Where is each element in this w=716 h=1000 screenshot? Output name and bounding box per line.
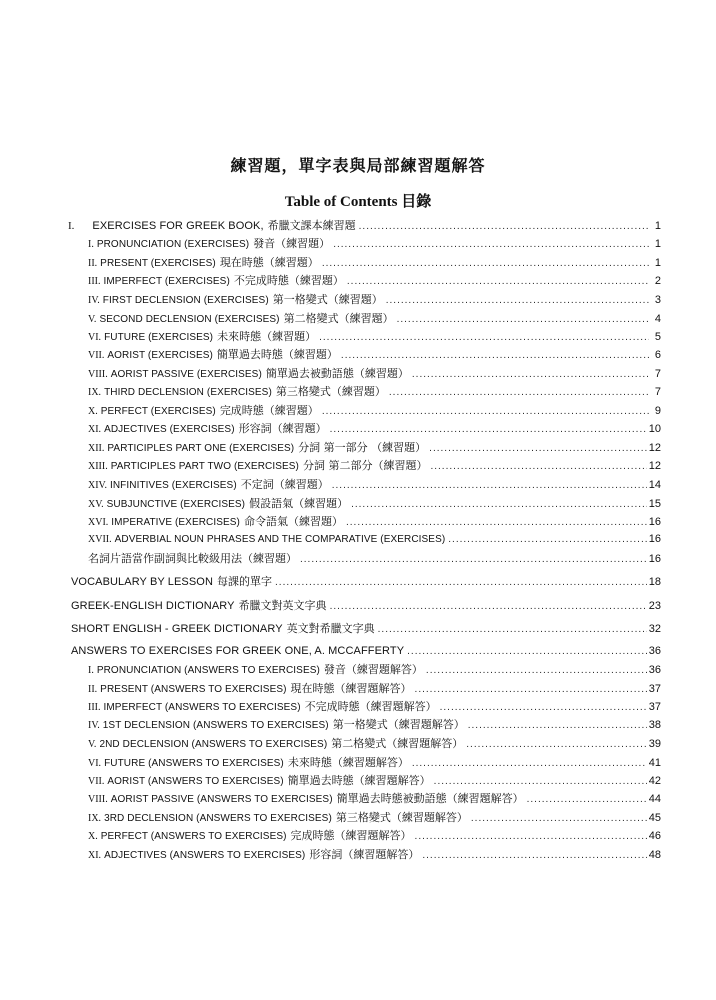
toc-entry[interactable] — [88, 419, 661, 438]
toc-entry-title: PRONUNCIATION (EXERCISES) — [96, 239, 250, 250]
toc-entry-chinese-title: 第一格變式（練習題解答） — [332, 718, 465, 731]
toc-entry-number: IX. — [88, 387, 102, 398]
dot-leader — [407, 642, 647, 661]
toc-entry-label — [71, 619, 375, 639]
toc-entry-chinese-title: 形容詞（練習題解答） — [309, 848, 420, 861]
toc-entry-chinese-title: 不完成時態（練習題） — [233, 274, 344, 287]
toc-entry-label — [88, 438, 426, 458]
toc-entry-label — [88, 734, 463, 754]
toc-entry-title: INFINITIVES (EXERCISES) — [109, 480, 237, 491]
toc-entry[interactable] — [88, 753, 661, 772]
toc-entry-number: II. — [88, 684, 98, 695]
toc-entry-label — [88, 419, 327, 439]
toc-entry-chinese-title: 不定詞（練習題） — [240, 478, 329, 491]
toc-entry-number: I. — [68, 220, 75, 232]
toc-page-number: 7 — [654, 386, 661, 398]
toc-page-number: 38 — [648, 719, 661, 731]
toc-page-number: 32 — [648, 623, 661, 635]
toc-entry-number: II. — [88, 258, 98, 269]
toc-page-number: 18 — [648, 576, 661, 588]
toc-entry-chinese-title: 命令語氣（練習題） — [244, 515, 343, 528]
toc-entry[interactable] — [88, 271, 661, 290]
toc-entry-title: 3RD DECLENSION (ANSWERS TO EXERCISES) — [104, 813, 332, 824]
toc-page-number: 48 — [648, 849, 661, 861]
toc-entry[interactable] — [88, 845, 661, 864]
toc-entry[interactable] — [88, 771, 661, 790]
toc-entry-chinese-title: 希臘文對英文字典 — [238, 599, 327, 612]
toc-entry-number: XI. — [88, 424, 102, 435]
toc-entry-title: 2ND DECLENSION (ANSWERS TO EXERCISES) — [99, 739, 328, 750]
toc-entry[interactable] — [88, 475, 661, 494]
toc-entry[interactable] — [88, 309, 661, 328]
toc-page-number: 36 — [648, 664, 661, 676]
toc-entry-title: PARTICIPLES PART ONE (EXERCISES) — [107, 443, 295, 454]
toc-entry-chinese-title: 發音（練習題） — [253, 237, 331, 250]
toc-entry-chinese-title: 假設語氣（練習題） — [249, 497, 349, 510]
toc-entry-title: IMPERFECT (ANSWERS TO EXERCISES) — [103, 702, 301, 713]
toc-entry[interactable] — [88, 382, 661, 401]
toc-entry-chinese-title: 未來時態（練習題） — [217, 330, 317, 343]
toc-entry-title: SUBJUNCTIVE (EXERCISES) — [106, 499, 246, 510]
toc-entry-number: IX. — [88, 813, 102, 824]
toc-entry-title: AORIST (EXERCISES) — [107, 350, 213, 361]
toc-heading: Table of Contents 目錄 — [284, 194, 432, 210]
toc-entry-title: FUTURE (ANSWERS TO EXERCISES) — [104, 758, 284, 769]
toc-page-number: 46 — [648, 830, 661, 842]
toc-entry-label — [88, 679, 412, 699]
toc-entry[interactable] — [88, 345, 661, 364]
toc-entry-title: AORIST (ANSWERS TO EXERCISES) — [107, 776, 284, 787]
toc-entry-title: VOCABULARY BY LESSON — [71, 576, 214, 588]
toc-page-number: 42 — [648, 775, 661, 787]
toc-entry[interactable] — [88, 808, 661, 827]
dot-leader — [330, 420, 647, 439]
toc-entry-number: VI. — [88, 332, 102, 343]
toc-entry-number: XV. — [88, 499, 104, 510]
toc-entry-title: GREEK-ENGLISH DICTIONARY — [71, 600, 235, 612]
toc-entry-title: AORIST PASSIVE (EXERCISES) — [110, 369, 262, 380]
toc-entry-label — [88, 475, 329, 495]
toc-entry-chinese-title: 簡單過去被動語態（練習題） — [265, 367, 409, 380]
toc-page-number: 16 — [648, 553, 661, 565]
dot-leader — [300, 550, 647, 569]
toc-entry-chinese-title: 名詞片語當作副詞與比較級用法（練習題） — [88, 552, 297, 565]
toc-entry-label — [88, 327, 316, 347]
toc-entry-title: AORIST PASSIVE (ANSWERS TO EXERCISES) — [110, 794, 333, 805]
toc-entry[interactable] — [88, 789, 661, 808]
toc-entry[interactable] — [88, 327, 661, 346]
toc-entry-label — [88, 660, 423, 680]
toc-entry[interactable] — [88, 826, 661, 845]
toc-entry-title: PERFECT (ANSWERS TO EXERCISES) — [100, 831, 287, 842]
toc-entry-chinese-title: 現在時態（練習題） — [219, 256, 319, 269]
toc-entry-chinese-title: 分詞 第一部分 （練習題） — [298, 441, 427, 454]
toc-entry-title: ADVERBIAL NOUN PHRASES AND THE COMPARATIVE (EXERCISES) — [114, 534, 446, 545]
toc-entry-title: SHORT ENGLISH - GREEK DICTIONARY — [71, 623, 283, 635]
toc-entry-title: ADJECTIVES (ANSWERS TO EXERCISES) — [104, 850, 306, 861]
toc-entry-chinese-title: 現在時態（練習題解答） — [290, 682, 412, 695]
toc-entry-label — [71, 642, 404, 661]
toc-page-number: 6 — [654, 349, 661, 361]
toc-entry[interactable] — [88, 512, 661, 531]
toc-entry-chinese-title: 發音（練習題解答） — [323, 663, 423, 676]
toc-entry-label — [88, 290, 383, 310]
toc-entry-number: IV. — [88, 295, 100, 306]
toc-entry-label — [71, 572, 272, 592]
toc-entry-label — [88, 271, 344, 291]
toc-entry-label — [88, 789, 524, 809]
toc-entry-chinese-title: 完成時態（練習題解答） — [290, 829, 412, 842]
toc-page-number: 10 — [648, 423, 661, 435]
toc-entry-label — [88, 530, 445, 549]
toc-page-number: 36 — [648, 645, 661, 657]
toc-entry-title: PRESENT (EXERCISES) — [100, 258, 216, 269]
toc-entry[interactable] — [71, 596, 661, 615]
toc-entry-label — [88, 364, 409, 384]
toc-entry-chinese-title: 完成時態（練習題） — [219, 404, 319, 417]
dot-leader — [386, 291, 649, 310]
toc-entry-number: XII. — [88, 443, 105, 454]
toc-entry-label — [88, 345, 338, 365]
toc-page-number: 1 — [654, 257, 661, 269]
toc-entry-label — [71, 596, 327, 616]
toc-entry-number: IV. — [88, 720, 100, 731]
toc-entry-number: VIII. — [88, 369, 108, 380]
dot-leader — [389, 383, 649, 402]
toc-entry-title: THIRD DECLENSION (EXERCISES) — [104, 387, 272, 398]
toc-entry[interactable] — [88, 697, 661, 716]
dot-leader — [422, 846, 646, 865]
toc-entry-title: EXERCISES FOR GREEK BOOK, — [92, 220, 264, 232]
page-title: 練習題，單字表與局部練習題解答 — [230, 156, 486, 175]
toc-entry-title: IMPERATIVE (EXERCISES) — [111, 517, 240, 528]
toc-entry-number: V. — [88, 314, 97, 325]
toc-entry[interactable] — [88, 660, 661, 679]
toc-entry-label — [88, 456, 427, 476]
toc-entry-number: XVI. — [88, 517, 109, 528]
toc-page-number: 4 — [654, 313, 661, 325]
toc-entry[interactable] — [88, 364, 661, 383]
toc-entry-label — [88, 845, 419, 865]
toc-entry-title: 1ST DECLENSION (ANSWERS TO EXERCISES) — [102, 720, 329, 731]
dot-leader — [468, 716, 647, 735]
toc-page-number: 2 — [654, 275, 661, 287]
toc-entry[interactable] — [68, 216, 661, 235]
toc-entry[interactable] — [88, 549, 661, 568]
toc-entry-title: IMPERFECT (EXERCISES) — [103, 276, 230, 287]
toc-entry-label — [88, 808, 468, 828]
toc-entry[interactable] — [88, 290, 661, 309]
dot-leader — [347, 272, 649, 291]
toc-entry-chinese-title: 第一格變式（練習題） — [272, 293, 383, 306]
toc-entry-number: III. — [88, 702, 101, 713]
toc-page-number: 7 — [654, 368, 661, 380]
toc-entry-label — [88, 753, 409, 773]
toc-entry[interactable] — [88, 530, 661, 549]
toc-page-number: 12 — [648, 460, 661, 472]
toc-entry[interactable] — [88, 679, 661, 698]
toc-entry-label — [68, 216, 356, 236]
toc-page-number: 23 — [648, 600, 661, 612]
dot-leader — [333, 235, 649, 254]
toc-entry-label — [88, 771, 431, 791]
toc-entry-chinese-title: 未來時態（練習題解答） — [287, 756, 409, 769]
toc-page-number: 5 — [654, 331, 661, 343]
toc-entry[interactable] — [71, 642, 661, 661]
toc-entry-number: VII. — [88, 776, 105, 787]
toc-page-number: 45 — [648, 812, 661, 824]
toc-entry-number: X. — [88, 406, 98, 417]
toc-entry-number: XIV. — [88, 480, 107, 491]
toc-entry-title: SECOND DECLENSION (EXERCISES) — [99, 314, 280, 325]
toc-entry[interactable] — [88, 494, 661, 513]
toc-entry[interactable] — [88, 715, 661, 734]
toc-entry-chinese-title: 第二格變式（練習題解答） — [331, 737, 464, 750]
toc-entry-number: XI. — [88, 850, 102, 861]
toc-page-number: 1 — [654, 220, 661, 232]
toc-entry-title: PRESENT (ANSWERS TO EXERCISES) — [100, 684, 287, 695]
toc-page-number: 39 — [648, 738, 661, 750]
toc-entry[interactable] — [88, 456, 661, 475]
toc-entry[interactable] — [71, 572, 661, 591]
dot-leader — [430, 457, 646, 476]
toc-entry-chinese-title: 第二格變式（練習題） — [283, 312, 394, 325]
toc-entry[interactable] — [88, 253, 661, 272]
toc-entry-number: VII. — [88, 350, 105, 361]
dot-leader — [415, 827, 647, 846]
toc-entry-label — [88, 401, 319, 421]
toc-entry-title: FIRST DECLENSION (EXERCISES) — [102, 295, 269, 306]
dot-leader — [275, 573, 647, 592]
toc-entry-label — [88, 549, 297, 568]
toc-entry-number: VIII. — [88, 794, 108, 805]
toc-entry-chinese-title: 第三格變式（練習題） — [275, 385, 386, 398]
toc-entry-chinese-title: 簡單過去時態被動語態（練習題解答） — [336, 792, 524, 805]
toc-page-number: 16 — [648, 533, 661, 545]
toc-entry-chinese-title: 第三格變式（練習題解答） — [335, 811, 468, 824]
toc-entry-number: III. — [88, 276, 101, 287]
toc-entry-title: FUTURE (EXERCISES) — [104, 332, 214, 343]
toc-page-number: 41 — [648, 757, 661, 769]
toc-entry[interactable] — [88, 234, 661, 253]
toc-entry-label — [88, 253, 319, 273]
toc-page-number: 15 — [648, 498, 661, 510]
toc-page-number: 1 — [654, 238, 661, 250]
toc-entry-chinese-title: 簡單過去時態（練習題） — [216, 348, 338, 361]
toc-entry-chinese-title: 形容詞（練習題） — [238, 422, 327, 435]
toc-page-number: 37 — [648, 701, 661, 713]
toc-entry-title: PERFECT (EXERCISES) — [100, 406, 216, 417]
toc-entry[interactable] — [88, 734, 661, 753]
toc-entry-label — [88, 512, 343, 532]
toc-entry-title: PARTICIPLES PART TWO (EXERCISES) — [110, 461, 299, 472]
toc-entry-number: VI. — [88, 758, 102, 769]
toc-entry[interactable] — [71, 619, 661, 638]
dot-leader — [332, 476, 647, 495]
toc-entry-chinese-title: 不完成時態（練習題解答） — [304, 700, 437, 713]
toc-entry-label — [88, 234, 330, 254]
toc-entry-title: ANSWERS TO EXERCISES FOR GREEK ONE, A. MCCAFFERTY — [71, 645, 405, 657]
dot-leader — [330, 597, 647, 616]
toc-entry-chinese-title: 每課的單字 — [217, 575, 273, 588]
toc-page-number: 16 — [648, 516, 661, 528]
toc-entry-chinese-title: 簡單過去時態（練習題解答） — [287, 774, 431, 787]
toc-page-number: 44 — [648, 793, 661, 805]
dot-leader — [448, 530, 646, 549]
toc-entry-number: XVII. — [88, 534, 112, 545]
toc-entry-chinese-title: 希臘文課本練習題 — [267, 219, 356, 232]
toc-entry-number: XIII. — [88, 461, 108, 472]
toc-entry-number: V. — [88, 739, 97, 750]
toc-page-number: 37 — [648, 683, 661, 695]
toc-entry-chinese-title: 分詞 第二部分（練習題） — [302, 459, 428, 472]
toc-entry-label — [88, 715, 465, 735]
toc-entry[interactable] — [88, 401, 661, 420]
toc-entry-number: I. — [88, 665, 94, 676]
toc-entry-label — [88, 826, 412, 846]
dot-leader — [466, 735, 646, 754]
toc-entry-label — [88, 382, 386, 402]
toc-entry-number: I. — [88, 239, 94, 250]
toc-entry-title: PRONUNCIATION (ANSWERS TO EXERCISES) — [96, 665, 320, 676]
toc-entry-chinese-title: 英文對希臘文字典 — [286, 622, 375, 635]
toc-entry-label — [88, 309, 394, 329]
toc-page-number: 14 — [648, 479, 661, 491]
toc-page-number: 12 — [648, 442, 661, 454]
dot-leader — [341, 346, 649, 365]
toc-entry-label — [88, 494, 348, 514]
toc-entry-title: ADJECTIVES (EXERCISES) — [104, 424, 235, 435]
toc-page-number: 3 — [654, 294, 661, 306]
dot-leader — [527, 790, 647, 809]
toc-page-number: 9 — [654, 405, 661, 417]
toc-entry-number: X. — [88, 831, 98, 842]
toc-entry[interactable] — [88, 438, 661, 457]
dot-leader — [426, 661, 647, 680]
dot-leader — [378, 620, 647, 639]
toc-entry-label — [88, 697, 437, 717]
